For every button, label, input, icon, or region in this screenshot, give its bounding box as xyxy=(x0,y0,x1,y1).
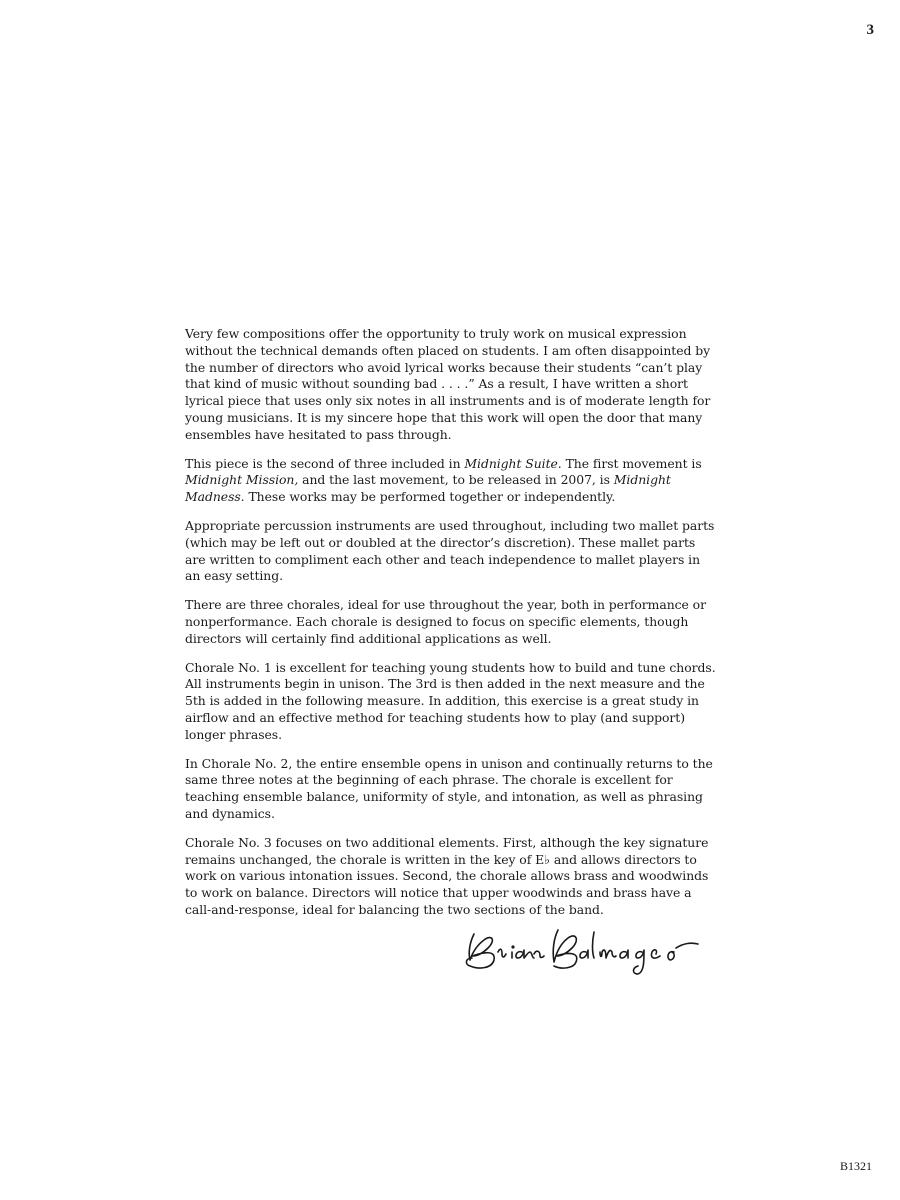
suite-text-a: This piece is the second of three included in xyxy=(185,455,465,471)
catalog-number: B1321 xyxy=(839,1159,872,1173)
suite-text-b: The first movement is xyxy=(561,455,702,471)
page-number: 3 xyxy=(866,22,874,38)
paragraph-intro: Very few compositions offer the opportunity to truly work on musical expression without the technical demands often placed on students. I am often disappointed by the number of directors who avoid lyrical works because their students “can’t play that kind of music without sounding bad . . . .” As a result, I have written a short lyrical piece that uses only six notes in all instruments and is of moderate length for young musicians. It is my sincere hope that this work will open the door that many ensembles have hesitated to pass through. xyxy=(185,326,711,442)
paragraph-chorale-1: Chorale No. 1 is excellent for teaching young students how to build and tune chords. All instruments begin in unison. The 3rd is then added in the next measure and the 5th is added in the following measure. In addition, this exercise is a great study in airflow and an effective method for teaching students how to play (and support) longer phrases. xyxy=(185,659,716,742)
paragraph-chorale-2: In Chorale No. 2, the entire ensemble opens in unison and continually returns to the same three notes at the beginning of each phrase. The chorale is excellent for teaching ensemble balance, uniformity of style, and intonation, as well as phrasing and dynamics. xyxy=(185,755,713,821)
title-midnight-mission: Midnight Mission, xyxy=(185,472,299,488)
title-midnight-suite: Midnight Suite. xyxy=(464,455,562,471)
paragraph-suite xyxy=(185,456,716,506)
paragraph-percussion: Appropriate percussion instruments are used throughout, including two mallet parts (which may be left out or doubled at the director’s discretion). These mallet parts are written to compliment each other and teach independence to mallet players in an easy setting. xyxy=(185,517,715,584)
suite-text-d: These works may be performed together or independently. xyxy=(244,489,616,505)
suite-text-c: and the last movement, to be released in 2007, is xyxy=(298,472,614,488)
paragraph-chorale-3: Chorale No. 3 focuses on two additional elements. First, although the key signature remains unchanged, the chorale is written in the key of E♭ and allows directors to work on various intonation issues. Second, the chorale allows brass and woodwinds to work on balance. Directors will notice that upper woodwinds and brass have a call-and-response, ideal for balancing the two sections of the band. xyxy=(185,834,709,917)
signature-drawing xyxy=(462,912,707,984)
preface-body xyxy=(185,326,716,931)
author-signature xyxy=(462,912,707,984)
paragraph-chorales: There are three chorales, ideal for use throughout the year, both in performance or nonperformance. Each chorale is designed to focus on specific elements, though directors will certainly find additional applications as well. xyxy=(185,597,706,646)
title-midnight-madness: Midnight Madness. xyxy=(185,472,671,505)
